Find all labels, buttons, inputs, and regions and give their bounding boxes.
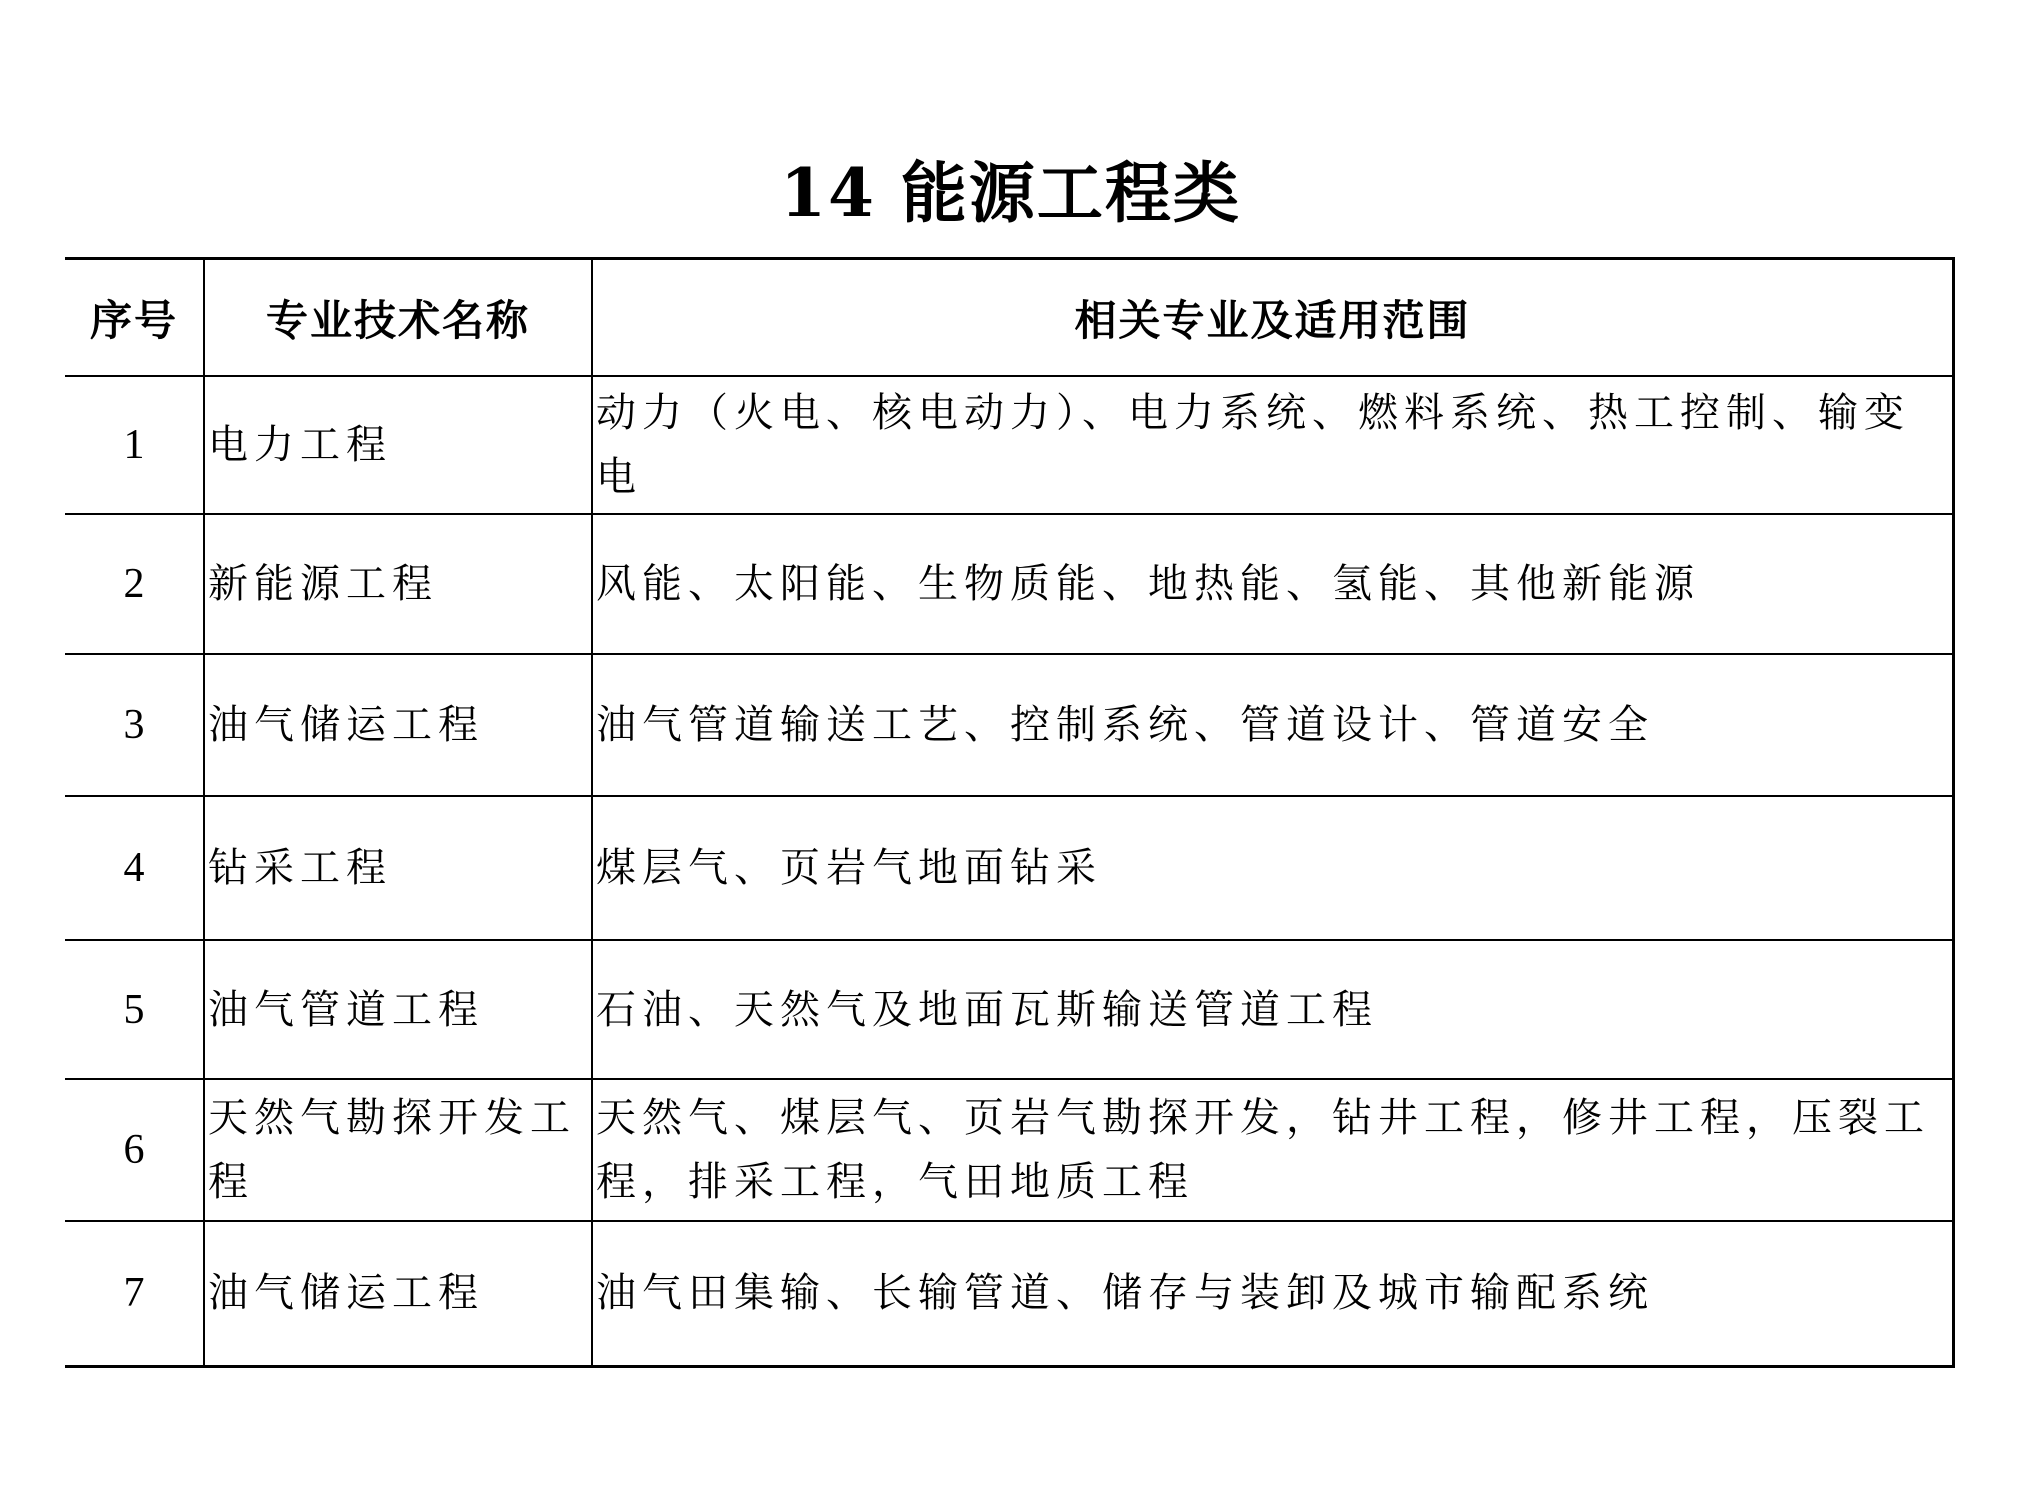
specialty-name: 油气储运工程 [204,1221,592,1366]
specialty-name: 油气管道工程 [204,940,592,1079]
specialty-name: 新能源工程 [204,514,592,654]
row-number: 5 [65,940,204,1079]
specialty-scope: 动力（火电、核电动力）、电力系统、燃料系统、热工控制、输变电 [592,376,1954,514]
specialty-scope: 油气管道输送工艺、控制系统、管道设计、管道安全 [592,654,1954,796]
specialty-scope: 石油、天然气及地面瓦斯输送管道工程 [592,940,1954,1079]
specialty-name: 电力工程 [204,376,592,514]
page-title: 14 能源工程类 [780,154,1241,232]
table-row [65,940,1954,1079]
specialty-scope: 油气田集输、长输管道、储存与装卸及城市输配系统 [592,1221,1954,1366]
header-specialty-name: 专业技术名称 [204,259,592,377]
specialty-name: 油气储运工程 [204,654,592,796]
table-row [65,514,1954,654]
table-row [65,1079,1954,1221]
energy-engineering-table [65,257,1955,1368]
row-number: 6 [65,1079,204,1221]
specialty-scope: 风能、太阳能、生物质能、地热能、氢能、其他新能源 [592,514,1954,654]
row-number: 2 [65,514,204,654]
table-row [65,796,1954,940]
row-number: 4 [65,796,204,940]
table-row [65,654,1954,796]
table-row [65,376,1954,514]
header-related-scope: 相关专业及适用范围 [592,259,1954,377]
table-row [65,1221,1954,1366]
table-header-row [65,259,1954,377]
row-number: 3 [65,654,204,796]
specialty-name: 钻采工程 [204,796,592,940]
specialty-name: 天然气勘探开发工程 [204,1079,592,1221]
header-serial-number: 序号 [65,259,204,377]
row-number: 7 [65,1221,204,1366]
specialty-scope: 煤层气、页岩气地面钻采 [592,796,1954,940]
specialty-scope: 天然气、煤层气、页岩气勘探开发，钻井工程，修井工程，压裂工程，排采工程，气田地质工程 [592,1079,1954,1221]
row-number: 1 [65,376,204,514]
